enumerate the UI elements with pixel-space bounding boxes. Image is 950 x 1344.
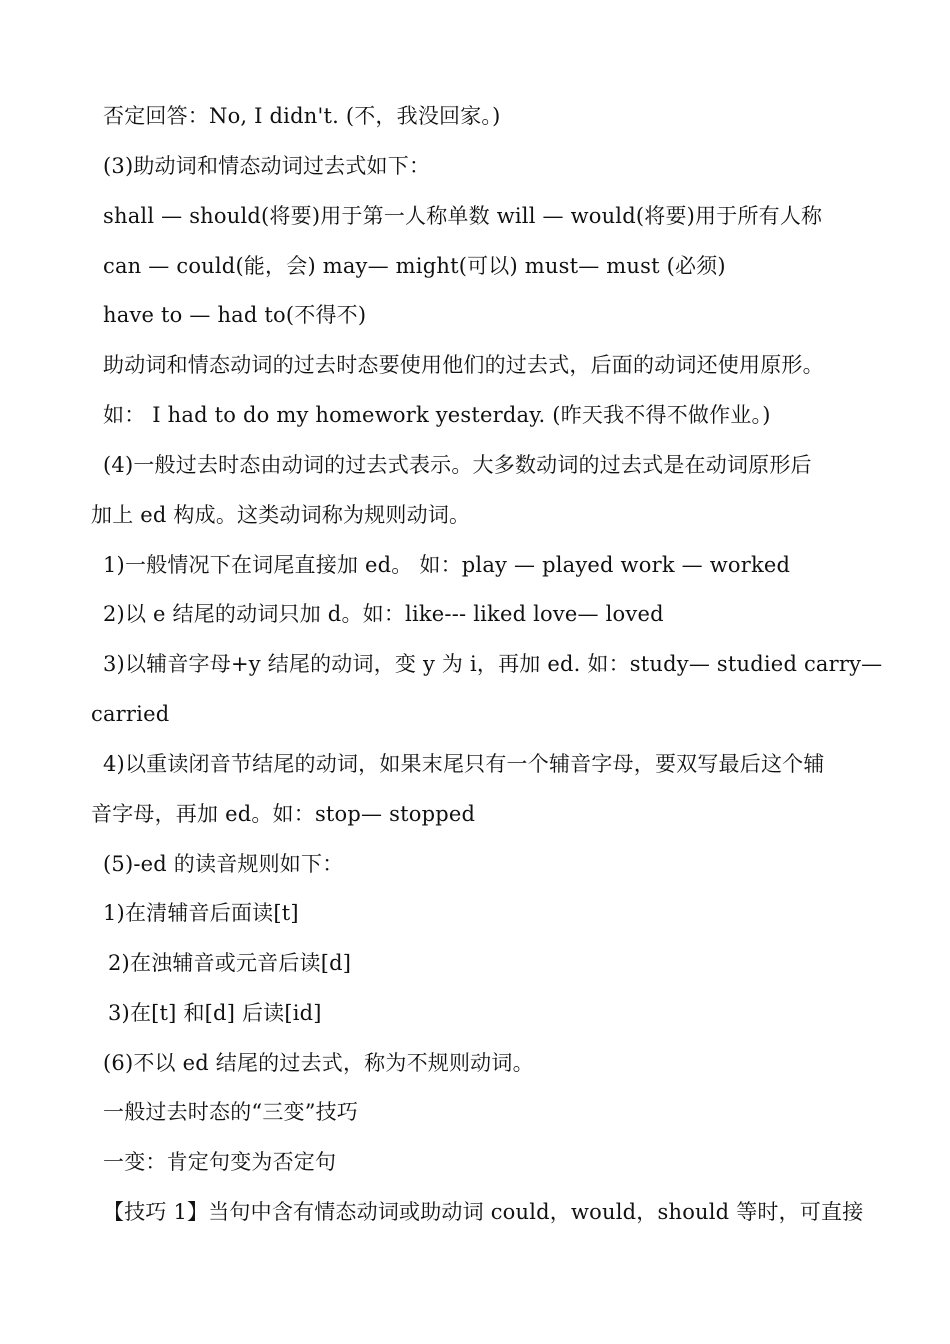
text-line: have to — had to(不得不) [103,303,367,327]
text-line: 如： I had to do my homework yesterday. (昨天我不得不做作业。) [103,403,771,427]
text-line: 一般过去时态的“三变”技巧 [103,1100,359,1124]
text-line: (6)不以 ed 结尾的过去式，称为不规则动词。 [103,1051,534,1075]
text-line: 2)以 e 结尾的动词只加 d。如：like--- liked love— loved [103,602,664,626]
text-line: (3)助动词和情态动词过去式如下： [103,154,431,178]
text-line: (5)-ed 的读音规则如下： [103,852,344,876]
text-line: 1)一般情况下在词尾直接加 ed。 如：play — played work — worked [103,553,791,577]
text-line: can — could(能，会) may— might(可以) must— must (必须) [103,254,726,278]
text-line: 3)在[t] 和[d] 后读[id] [108,1001,322,1025]
text-line: (4)一般过去时态由动词的过去式表示。大多数动词的过去式是在动词原形后 [103,453,812,477]
text-line: 助动词和情态动词的过去时态要使用他们的过去式，后面的动词还使用原形。 [103,353,824,377]
text-line: 否定回答：No, I didn't. (不，我没回家。) [103,104,501,128]
text-line: 3)以辅音字母+y 结尾的动词，变 y 为 i，再加 ed. 如：study— studied carry— [103,652,883,676]
text-line: 【技巧 1】当句中含有情态动词或助动词 could，would，should 等时，可直接 [103,1200,864,1224]
text-line: 加上 ed 构成。这类动词称为规则动词。 [91,503,471,527]
text-line: 4)以重读闭音节结尾的动词，如果末尾只有一个辅音字母，要双写最后这个辅 [103,752,825,776]
text-line: 2)在浊辅音或元音后读[d] [108,951,352,975]
text-line: 音字母，再加 ed。如：stop— stopped [91,802,476,826]
text-line: 一变：肯定句变为否定句 [103,1150,337,1174]
text-line: 1)在清辅音后面读[t] [103,901,299,925]
text-line: carried [91,702,170,726]
text-line: shall — should(将要)用于第一人称单数 will — would(将要)用于所有人称 [103,204,823,228]
